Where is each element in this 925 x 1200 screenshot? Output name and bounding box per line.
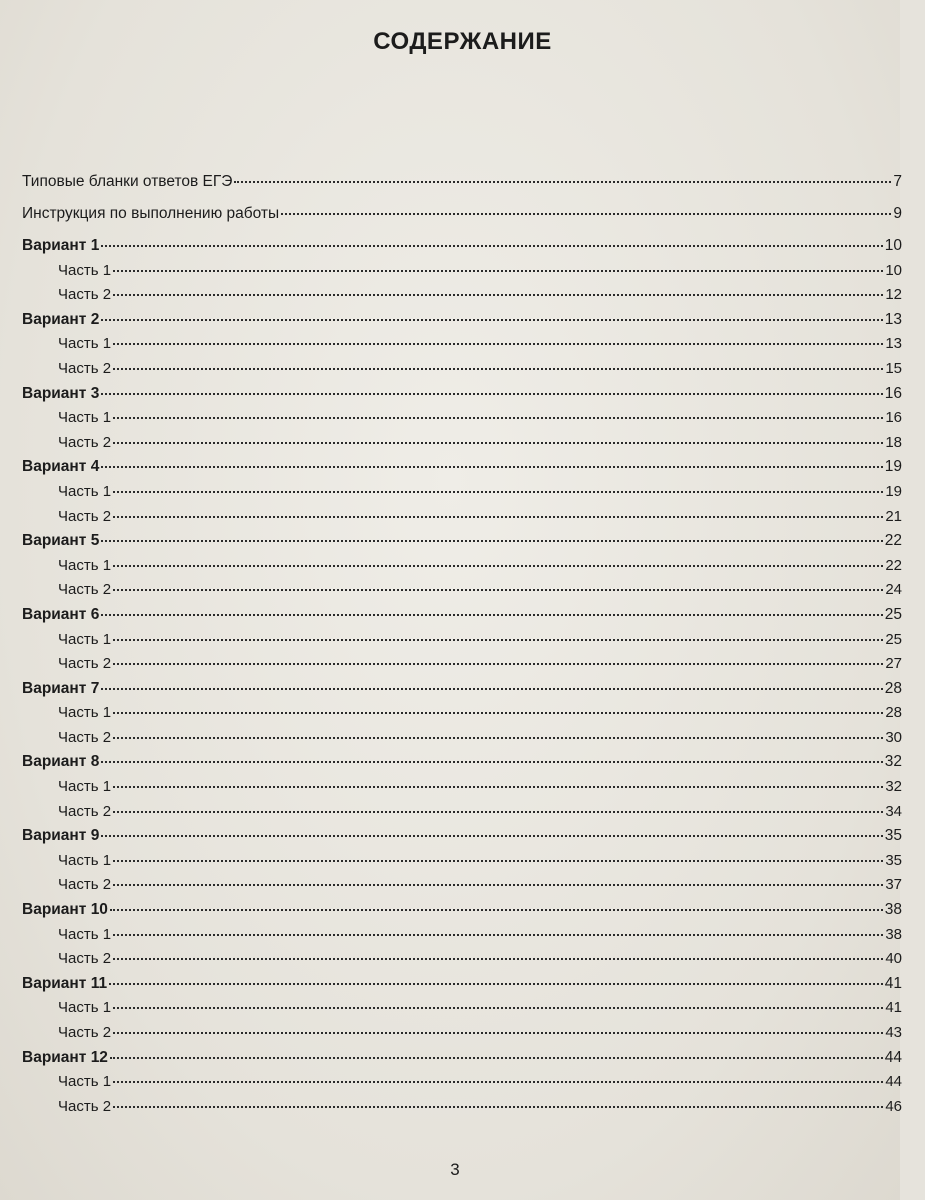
toc-entry-page: 44 [885, 1073, 902, 1091]
toc-subentry [22, 1098, 902, 1123]
toc-variant-entry [22, 753, 902, 778]
toc-entry-label: Часть 1 [58, 1073, 112, 1091]
toc-entry-label: Вариант 2 [22, 310, 100, 328]
toc-entry-label: Часть 1 [58, 704, 112, 722]
toc-subentry [22, 434, 902, 459]
toc-entry-page: 41 [885, 999, 902, 1017]
dot-leader [101, 687, 882, 690]
toc-entry-page: 37 [885, 876, 902, 894]
toc-entry-label: Вариант 1 [22, 237, 100, 254]
toc-entry-page: 41 [884, 974, 902, 992]
toc-subentry [22, 335, 902, 360]
toc-entry-label: Вариант 5 [22, 532, 100, 550]
page-number: 3 [450, 1160, 460, 1179]
toc-entry-label: Часть 1 [58, 778, 112, 796]
toc-entry-page: 43 [885, 1024, 902, 1041]
dot-leader [101, 244, 882, 247]
dot-leader [110, 908, 883, 911]
toc-subentry [22, 360, 902, 385]
toc-entry-label: Часть 2 [58, 433, 112, 451]
toc-variant-entry [22, 1049, 902, 1074]
toc-entry-page: 38 [885, 925, 902, 943]
dot-leader [101, 539, 882, 542]
toc-entry-label: Часть 1 [58, 851, 112, 869]
toc-entry-page: 19 [884, 458, 902, 476]
toc-subentry [22, 631, 902, 656]
toc-subentry [22, 778, 902, 803]
toc-entry-page: 27 [885, 655, 902, 673]
dot-leader [113, 342, 883, 345]
dot-leader [101, 318, 882, 321]
dot-leader [113, 785, 883, 788]
toc-entry [22, 173, 902, 205]
toc-entry-page: 12 [885, 286, 902, 304]
toc-entry-label: Часть 2 [58, 655, 112, 673]
toc-entry-page: 35 [885, 851, 902, 869]
dot-leader [113, 441, 883, 444]
toc-entry-label: Часть 1 [58, 999, 112, 1017]
toc-entry-label: Вариант 9 [22, 827, 100, 845]
toc-entry-label: Часть 1 [58, 925, 112, 943]
table-of-contents [22, 173, 902, 1122]
toc-variant-entry [22, 901, 902, 926]
toc-subentry [22, 803, 902, 828]
toc-entry-label: Часть 2 [58, 728, 112, 746]
toc-entry-label: Вариант 10 [22, 901, 108, 919]
dot-leader [113, 810, 883, 813]
dot-leader [234, 180, 891, 183]
dot-leader [101, 465, 882, 468]
toc-entry-label: Часть 1 [58, 335, 112, 353]
toc-entry [22, 205, 902, 237]
toc-variant-entry [22, 827, 902, 852]
dot-leader [113, 711, 883, 714]
toc-entry-page: 19 [885, 482, 902, 500]
toc-entry-page: 38 [884, 901, 902, 919]
toc-entry-page: 22 [885, 556, 902, 574]
toc-entry-label: Вариант 4 [22, 458, 100, 476]
toc-entry-page: 7 [893, 173, 902, 190]
toc-entry-page: 28 [884, 679, 902, 697]
toc-subentry [22, 557, 902, 582]
toc-entry-label: Вариант 6 [22, 605, 100, 623]
dot-leader [113, 957, 883, 960]
toc-entry-page: 28 [885, 704, 902, 722]
toc-entry-page: 13 [884, 310, 902, 328]
toc-entry-page: 16 [884, 384, 902, 402]
toc-entry-page: 22 [884, 532, 902, 550]
toc-entry-page: 21 [885, 507, 902, 525]
toc-subentry [22, 729, 902, 754]
toc-entry-label: Часть 2 [58, 950, 112, 968]
toc-variant-entry [22, 311, 902, 336]
dot-leader [113, 416, 883, 419]
toc-subentry [22, 655, 902, 680]
toc-entry-page: 35 [884, 827, 902, 845]
toc-entry-page: 44 [884, 1048, 902, 1066]
dot-leader [113, 933, 883, 936]
dot-leader [113, 490, 883, 493]
toc-entry-label: Вариант 8 [22, 753, 100, 771]
toc-subentry [22, 409, 902, 434]
dot-leader [113, 293, 883, 296]
toc-entry-page: 24 [885, 581, 902, 599]
dot-leader [101, 613, 882, 616]
toc-entry-page: 10 [885, 261, 902, 279]
toc-entry-label: Часть 2 [58, 876, 112, 894]
toc-subentry [22, 704, 902, 729]
dot-leader [113, 736, 883, 739]
toc-entry-label: Часть 2 [58, 359, 112, 377]
toc-entry-page: 16 [885, 409, 902, 427]
dot-leader [109, 982, 883, 985]
dot-leader [101, 760, 882, 763]
toc-variant-entry [22, 532, 902, 557]
toc-entry-label: Вариант 3 [22, 384, 100, 402]
toc-entry-page: 25 [885, 630, 902, 648]
toc-subentry [22, 1024, 902, 1049]
toc-entry-label: Инструкция по выполнению работы [22, 205, 280, 222]
toc-entry-label: Типовые бланки ответов ЕГЭ [22, 173, 233, 190]
toc-entry-page: 10 [884, 237, 902, 254]
toc-subentry [22, 950, 902, 975]
toc-entry-label: Часть 2 [58, 286, 112, 304]
toc-entry-label: Часть 2 [58, 1024, 112, 1041]
dot-leader [113, 588, 883, 591]
toc-variant-entry [22, 458, 902, 483]
toc-entry-label: Вариант 7 [22, 679, 100, 697]
toc-entry-page: 40 [885, 950, 902, 968]
toc-entry-label: Часть 1 [58, 630, 112, 648]
toc-entry-label: Часть 2 [58, 507, 112, 525]
toc-entry-label: Вариант 12 [22, 1048, 108, 1066]
toc-variant-entry [22, 237, 902, 262]
toc-variant-entry [22, 680, 902, 705]
dot-leader [110, 1056, 883, 1059]
dot-leader [113, 367, 883, 370]
dot-leader [113, 1080, 883, 1083]
toc-subentry [22, 581, 902, 606]
toc-entry-page: 32 [884, 753, 902, 771]
toc-entry-page: 30 [885, 728, 902, 746]
toc-subentry [22, 852, 902, 877]
toc-entry-label: Часть 1 [58, 409, 112, 427]
toc-entry-label: Часть 1 [58, 482, 112, 500]
toc-subentry [22, 262, 902, 287]
dot-leader [113, 1006, 883, 1009]
toc-entry-page: 18 [885, 433, 902, 451]
toc-subentry [22, 876, 902, 901]
page-title: СОДЕРЖАНИЕ [373, 28, 552, 55]
toc-entry-page: 13 [885, 335, 902, 353]
toc-entry-label: Часть 2 [58, 1097, 112, 1115]
toc-entry-page: 32 [885, 778, 902, 796]
toc-entry-page: 46 [885, 1097, 902, 1115]
toc-entry-label: Часть 2 [58, 802, 112, 820]
dot-leader [113, 1031, 883, 1034]
toc-entry-page: 25 [884, 605, 902, 623]
toc-subentry [22, 483, 902, 508]
dot-leader [101, 392, 882, 395]
dot-leader [101, 834, 882, 837]
dot-leader [113, 515, 883, 518]
dot-leader [113, 638, 883, 641]
dot-leader [113, 662, 883, 665]
toc-entry-page: 34 [885, 802, 902, 820]
toc-variant-entry [22, 385, 902, 410]
toc-subentry [22, 999, 902, 1024]
toc-subentry [22, 508, 902, 533]
toc-entry-page: 15 [885, 359, 902, 377]
toc-subentry [22, 926, 902, 951]
dot-leader [113, 859, 883, 862]
dot-leader [113, 883, 883, 886]
toc-variant-entry [22, 975, 902, 1000]
toc-subentry [22, 1073, 902, 1098]
toc-entry-label: Часть 2 [58, 581, 112, 599]
toc-subentry [22, 286, 902, 311]
toc-entry-label: Часть 1 [58, 556, 112, 574]
toc-entry-page: 9 [893, 205, 902, 222]
toc-variant-entry [22, 606, 902, 631]
dot-leader [113, 269, 883, 272]
dot-leader [113, 1105, 883, 1108]
dot-leader [113, 564, 883, 567]
toc-entry-label: Часть 1 [58, 261, 112, 279]
toc-entry-label: Вариант 11 [22, 974, 108, 992]
dot-leader [281, 212, 891, 215]
